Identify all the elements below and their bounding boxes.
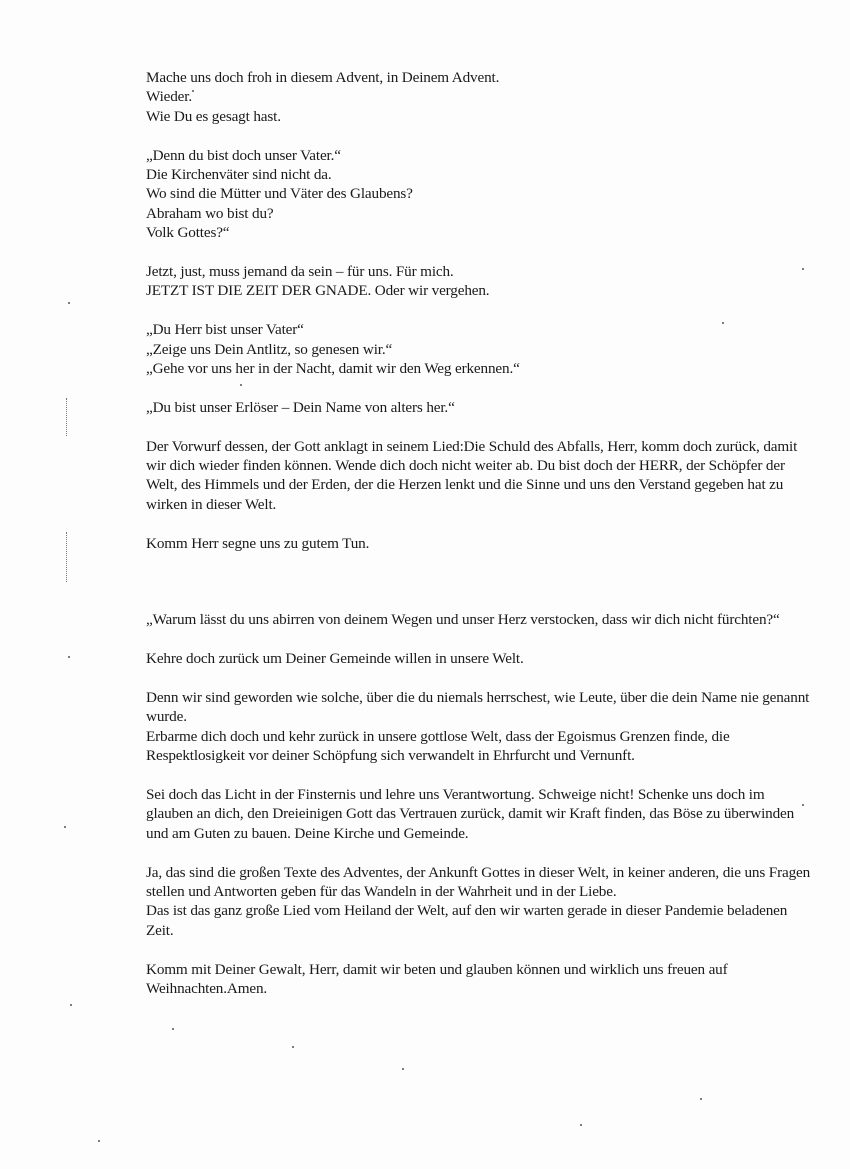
document-body: [146, 68, 814, 1018]
scan-speck: [68, 656, 70, 658]
paragraph-11: [146, 785, 814, 843]
margin-punch-marks-lower: [66, 532, 69, 582]
paragraph-7: [146, 534, 814, 553]
paragraph-3: [146, 262, 814, 301]
paragraph-1: [146, 68, 814, 126]
text-line: Mache uns doch froh in diesem Advent, in Deinem Advent.: [146, 69, 500, 86]
text-line: Jetzt, just, muss jemand da sein – für uns. Für mich.: [146, 263, 454, 281]
scan-speck: [70, 1004, 72, 1006]
text-line: Komm Herr segne uns zu gutem Tun.: [146, 534, 370, 552]
scan-speck: [98, 1140, 100, 1142]
text-block: Sei doch das Licht in der Finsternis und lehre uns Verantwortung. Schweige nicht! Schenke uns doch im glauben an dich, den Dreieinigen Gott das Vertrauen zurück, damit wir Kraft finden, das Böse zu überwinden und am Guten zu bauen. Deine Kirche und Gemeinde.: [146, 786, 795, 842]
margin-punch-marks: [66, 398, 69, 436]
text-block: Das ist das ganz große Lied vom Heiland der Welt, auf den wir warten gerade in dieser Pandemie beladenen Zeit.: [146, 902, 788, 939]
text-line: „Du bist unser Erlöser – Dein Name von alters her.“: [146, 398, 455, 416]
text-line: Die Kirchenväter sind nicht da.: [146, 166, 332, 184]
text-line: „Gehe vor uns her in der Nacht, damit wir den Weg erkennen.“: [146, 360, 520, 378]
scan-speck: [700, 1098, 702, 1100]
text-line: „Denn du bist doch unser Vater.“: [146, 146, 341, 164]
paragraph-2: [146, 146, 814, 243]
text-line: Wie Du es gesagt hast.: [146, 107, 281, 125]
paragraph-10: [146, 688, 814, 766]
scan-speck: [172, 1028, 174, 1030]
scan-speck: [68, 302, 70, 304]
text-block: Denn wir sind geworden wie solche, über die du niemals herrschest, wie Leute, über die dein Name nie genannt wurde.: [146, 689, 810, 726]
text-line: Volk Gottes?“: [146, 224, 230, 242]
text-block: „Warum lässt du uns abirren von deinem Wegen und unser Herz verstocken, dass wir dich nicht fürchten?“: [146, 611, 780, 629]
text-line: Wo sind die Mütter und Väter des Glaubens?: [146, 185, 413, 203]
paragraph-6: [146, 437, 814, 515]
text-line: „Zeige uns Dein Antlitz, so genesen wir.“: [146, 340, 393, 358]
paragraph-12: [146, 863, 814, 941]
scan-speck: [64, 826, 66, 828]
text-line: Kehre doch zurück um Deiner Gemeinde willen in unsere Welt.: [146, 650, 524, 668]
text-block: Erbarme dich doch und kehr zurück in unsere gottlose Welt, dass der Egoismus Grenzen finde, die Respektlosigkeit vor deiner Schöpfung sich verwandelt in Ehrfurcht und Vernunft.: [146, 727, 730, 765]
paragraph-5: [146, 398, 814, 417]
text-block: Der Vorwurf dessen, der Gott anklagt in seinem Lied:Die Schuld des Abfalls, Herr, komm doch zurück, damit wir dich wieder finden können. Wende dich doch nicht weiter ab. Du bist doch der HERR, der Schöpfer der Welt, des Himmels und der Erden, der die Herzen lenkt und die Sinne und uns den Verstand gegeben hat zu wirken in dieser Welt.: [146, 437, 798, 513]
scan-speck: [580, 1124, 582, 1126]
paragraph-8: [146, 610, 814, 629]
paragraph-9: [146, 649, 814, 668]
text-line: JETZT IST DIE ZEIT DER GNADE. Oder wir vergehen.: [146, 282, 490, 300]
text-block: Ja, das sind die großen Texte des Adventes, der Ankunft Gottes in dieser Welt, in keiner anderen, die uns Fragen stellen und Antworten geben für das Wandeln in der Wahrheit und in der Liebe.: [146, 863, 811, 901]
scan-speck: [402, 1068, 404, 1070]
paragraph-4: [146, 320, 814, 378]
text-line: Wieder.: [146, 88, 192, 106]
paragraph-13: [146, 960, 814, 999]
text-line: „Du Herr bist unser Vater“: [146, 321, 304, 339]
blank-space: [146, 572, 814, 610]
scan-speck: [292, 1046, 294, 1048]
text-block: Komm mit Deiner Gewalt, Herr, damit wir beten und glauben können und wirklich uns freuen auf Weihnachten.Amen.: [146, 960, 728, 998]
text-line: Abraham wo bist du?: [146, 204, 274, 222]
